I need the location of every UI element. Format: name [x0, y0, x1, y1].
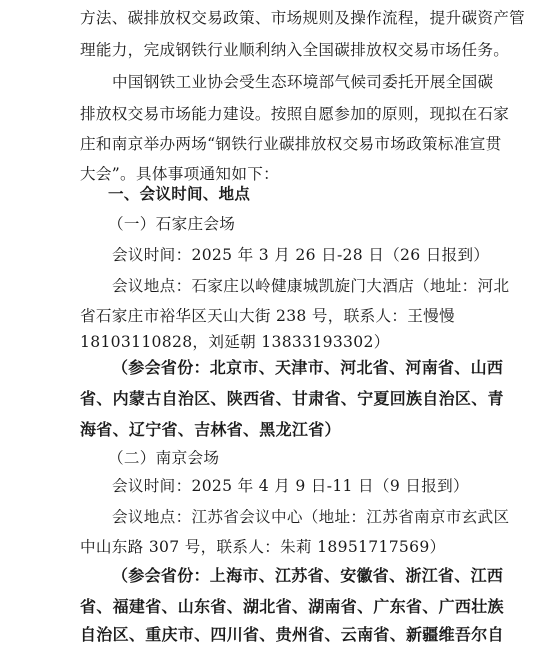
paragraph-line: 理能力，完成钢铁行业顺利纳入全国碳排放权交易市场任务。: [80, 41, 510, 59]
paragraph-line: 方法、碳排放权交易政策、市场规则及操作流程，提升碳资产管: [80, 9, 526, 27]
meeting-location-line: 会议地点：石家庄以岭健康城凯旋门大酒店（地址：河北: [112, 277, 510, 295]
meeting-location-line: 省石家庄市裕华区天山大街 238 号，联系人：王慢慢: [80, 307, 455, 325]
provinces-line: 省、内蒙古自治区、陕西省、甘肃省、宁夏回族自治区、青: [80, 389, 504, 408]
paragraph-line: 大会”。具体事项通知如下：: [80, 165, 279, 183]
meeting-location-line: 会议地点：江苏省会议中心（地址：江苏省南京市玄武区: [112, 508, 510, 526]
meeting-location-line: 18103110828，刘延朝 13833193302）: [80, 333, 390, 351]
paragraph-line: 排放权交易市场能力建设。按照自愿参加的原则，现拟在石家: [80, 105, 510, 123]
meeting-time: 会议时间：2025 年 4 月 9 日-11 日（9 日报到）: [112, 477, 469, 495]
provinces-line: （参会省份：北京市、天津市、河北省、河南省、山西: [112, 358, 504, 377]
meeting-time: 会议时间：2025 年 3 月 26 日-28 日（26 日报到）: [112, 246, 490, 264]
provinces-line: 海省、辽宁省、吉林省、黑龙江省）: [80, 420, 341, 439]
section-heading: 一、会议时间、地点: [108, 185, 251, 203]
paragraph-line: 庄和南京举办两场“钢铁行业碳排放权交易市场政策标准宣贯: [80, 135, 502, 153]
venue-title: （二）南京会场: [108, 449, 220, 467]
provinces-line: 自治区、重庆市、四川省、贵州省、云南省、新疆维吾尔自: [80, 625, 504, 644]
venue-title: （一）石家庄会场: [108, 215, 236, 233]
paragraph-line: 中国钢铁工业协会受生态环境部气候司委托开展全国碳: [112, 73, 494, 91]
provinces-line: 省、福建省、山东省、湖北省、湖南省、广东省、广西壮族: [80, 597, 504, 616]
provinces-line: （参会省份：上海市、江苏省、安徽省、浙江省、江西: [112, 566, 504, 585]
meeting-location-line: 中山东路 307 号，联系人：朱莉 18951717569）: [80, 538, 446, 556]
